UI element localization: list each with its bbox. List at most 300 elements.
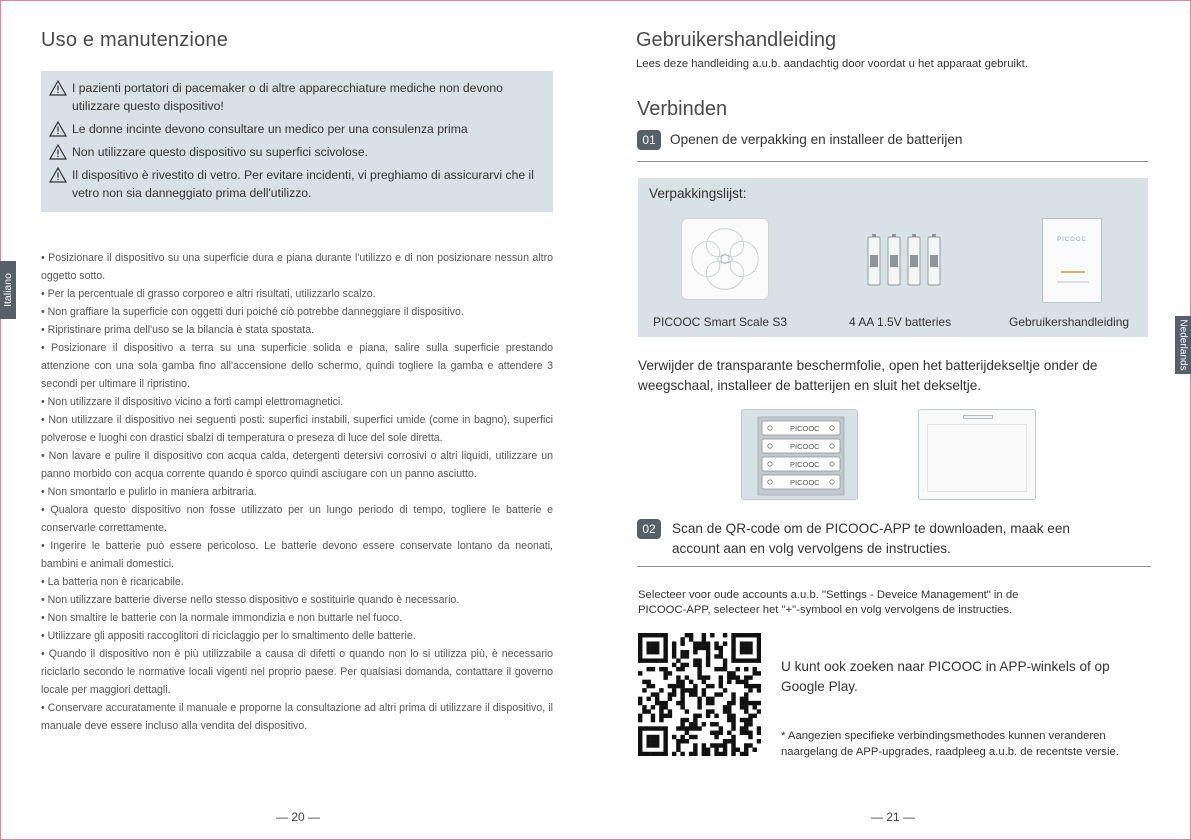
qr-module <box>676 748 680 752</box>
warning-text: I pazienti portatori di pacemaker o di altre apparecchiature mediche non devono utilizzare questo dispositivo! <box>72 81 503 113</box>
qr-module <box>706 752 710 756</box>
qr-module <box>706 654 710 658</box>
qr-module <box>697 701 701 705</box>
qr-module <box>655 650 659 654</box>
qr-module <box>744 667 748 671</box>
qr-module <box>757 709 761 713</box>
qr-module <box>710 743 714 747</box>
language-tab-italiano <box>0 261 16 319</box>
qr-module <box>710 709 714 713</box>
qr-module <box>719 726 723 730</box>
qr-module <box>710 684 714 688</box>
qr-module <box>693 735 697 739</box>
qr-module <box>663 641 667 645</box>
divider <box>637 566 1151 567</box>
language-tab-nederlands <box>1175 316 1191 374</box>
warning-icon <box>49 167 67 183</box>
qr-module <box>642 752 646 756</box>
qr-module <box>748 684 752 688</box>
qr-module <box>719 646 723 650</box>
qr-module <box>719 692 723 696</box>
warning-box <box>41 71 553 212</box>
qr-module <box>731 718 735 722</box>
qr-module <box>663 658 667 662</box>
qr-module <box>710 633 714 637</box>
qr-module <box>714 743 718 747</box>
qr-module <box>697 675 701 679</box>
qr-module <box>685 675 689 679</box>
divider <box>637 161 1148 162</box>
qr-module <box>651 667 655 671</box>
qr-module <box>663 675 667 679</box>
qr-module <box>706 714 710 718</box>
qr-code <box>638 633 761 756</box>
qr-module <box>757 658 761 662</box>
qr-module <box>757 671 761 675</box>
qr-module <box>748 650 752 654</box>
qr-module <box>744 692 748 696</box>
qr-module <box>646 752 650 756</box>
qr-module <box>727 675 731 679</box>
intro-text: Lees deze handleiding a.u.b. aandachtig door voordat u het apparaat gebruikt. <box>636 58 1028 70</box>
warning-item <box>49 120 543 138</box>
warning-item <box>49 79 543 115</box>
qr-module <box>714 667 718 671</box>
qr-module <box>638 654 642 658</box>
qr-module <box>680 654 684 658</box>
qr-module <box>655 641 659 645</box>
qr-module <box>697 671 701 675</box>
qr-module <box>744 722 748 726</box>
qr-module <box>693 752 697 756</box>
page-number-left: — 20 — <box>275 810 320 824</box>
qr-module <box>638 743 642 747</box>
qr-module <box>659 726 663 730</box>
qr-module <box>676 743 680 747</box>
qr-module <box>680 663 684 667</box>
qr-module <box>748 718 752 722</box>
qr-module <box>753 684 757 688</box>
qr-module <box>651 705 655 709</box>
qr-module <box>646 735 650 739</box>
qr-module <box>753 671 757 675</box>
qr-module <box>642 658 646 662</box>
qr-module <box>651 650 655 654</box>
qr-module <box>663 743 667 747</box>
qr-module <box>689 735 693 739</box>
qr-module <box>646 726 650 730</box>
qr-module <box>748 688 752 692</box>
qr-module <box>659 718 663 722</box>
qr-module <box>663 646 667 650</box>
qr-module <box>744 650 748 654</box>
battery-cover-image <box>918 409 1036 500</box>
qr-module <box>638 748 642 752</box>
qr-module <box>655 726 659 730</box>
qr-module <box>689 688 693 692</box>
qr-module <box>740 658 744 662</box>
qr-module <box>748 641 752 645</box>
qr-module <box>676 658 680 662</box>
qr-module <box>676 701 680 705</box>
warning-icon <box>49 121 67 137</box>
qr-module <box>685 739 689 743</box>
step-1-title: Openen de verpakking en installeer de batterijen <box>670 132 963 147</box>
qr-module <box>753 701 757 705</box>
qr-module <box>710 731 714 735</box>
qr-module <box>723 641 727 645</box>
qr-module <box>723 748 727 752</box>
qr-module <box>642 680 646 684</box>
qr-module <box>685 633 689 637</box>
qr-module <box>638 718 642 722</box>
battery-compartment-image <box>741 409 858 500</box>
bullet-item: • Utilizzare gli appositi raccoglitori di riciclaggio per lo smaltimento delle batterie. <box>41 630 416 642</box>
qr-module <box>748 722 752 726</box>
qr-module <box>736 667 740 671</box>
qr-module <box>646 743 650 747</box>
qr-module <box>723 658 727 662</box>
qr-module <box>668 671 672 675</box>
qr-module <box>659 633 663 637</box>
qr-module <box>706 675 710 679</box>
bullet-item: • Non smaltire le batterie con la normale immondizia e non buttarle nel fuoco. <box>41 612 403 624</box>
qr-module <box>638 731 642 735</box>
qr-module <box>706 697 710 701</box>
qr-module <box>689 680 693 684</box>
qr-module <box>719 654 723 658</box>
qr-module <box>680 667 684 671</box>
bullet-list <box>41 249 553 735</box>
qr-module <box>672 752 676 756</box>
qr-module <box>719 731 723 735</box>
qr-module <box>646 739 650 743</box>
qr-module <box>748 743 752 747</box>
qr-module <box>714 752 718 756</box>
qr-module <box>672 641 676 645</box>
qr-module <box>714 748 718 752</box>
qr-module <box>659 701 663 705</box>
qr-module <box>727 718 731 722</box>
qr-module <box>685 688 689 692</box>
qr-module <box>731 714 735 718</box>
battery-brand-label: PICOOC <box>790 478 820 487</box>
qr-module <box>655 633 659 637</box>
qr-module <box>663 667 667 671</box>
qr-module <box>744 709 748 713</box>
qr-module <box>685 709 689 713</box>
qr-module <box>638 726 642 730</box>
qr-module <box>693 714 697 718</box>
qr-module <box>748 646 752 650</box>
bullet-item: • Non utilizzare batterie diverse nello stesso dispositivo e sostituirle quando è necessario. <box>41 594 460 606</box>
qr-module <box>723 688 727 692</box>
qr-module <box>676 675 680 679</box>
qr-module <box>693 646 697 650</box>
qr-module <box>680 641 684 645</box>
qr-module <box>753 658 757 662</box>
qr-module <box>740 646 744 650</box>
qr-module <box>736 680 740 684</box>
qr-module <box>719 650 723 654</box>
qr-module <box>719 680 723 684</box>
battery-compartment-drawing <box>742 410 859 501</box>
qr-module <box>646 684 650 688</box>
qr-module <box>723 752 727 756</box>
qr-module <box>642 709 646 713</box>
qr-module <box>731 692 735 696</box>
qr-module <box>740 633 744 637</box>
qr-module <box>693 688 697 692</box>
qr-module <box>676 667 680 671</box>
qr-module <box>740 726 744 730</box>
qr-module <box>757 641 761 645</box>
qr-module <box>680 688 684 692</box>
qr-module <box>702 752 706 756</box>
qr-module <box>744 743 748 747</box>
qr-module <box>638 671 642 675</box>
bullet-item: • Posizionare il dispositivo a terra su una superficie solida e piana, salire sulla superficie prestando attenzione con una sola gamba fino all'accensione dello schermo, quindi togliere la gamba e attendere 3 secondi per ultimare il ripristino. <box>41 342 553 390</box>
qr-module <box>744 752 748 756</box>
qr-module <box>663 650 667 654</box>
qr-module <box>646 633 650 637</box>
bullet-item: • Non lavare e pulire il dispositivo con acqua calda, detergenti detersivi corrosivi o altri liquidi, utilizzare un panno morbido con acqua corrente quando è sporco quindi asciugare con un panno asciutto. <box>41 450 553 480</box>
qr-module <box>651 692 655 696</box>
qr-module <box>672 663 676 667</box>
qr-module <box>731 739 735 743</box>
qr-module <box>672 654 676 658</box>
qr-module <box>748 731 752 735</box>
step-badge-01: 01 <box>637 130 661 150</box>
qr-module <box>651 641 655 645</box>
section-title: Verbinden <box>637 98 728 120</box>
qr-module <box>651 714 655 718</box>
qr-module <box>723 633 727 637</box>
qr-module <box>702 646 706 650</box>
qr-module <box>744 658 748 662</box>
qr-module <box>668 697 672 701</box>
qr-module <box>719 684 723 688</box>
warning-text: Non utilizzare questo dispositivo su superfici scivolose. <box>72 145 369 159</box>
qr-module <box>693 692 697 696</box>
qr-module <box>638 735 642 739</box>
qr-module <box>757 701 761 705</box>
bullet-item: • Quando il dispositivo non è più utilizzabile a causa di difetti o quando non lo si utilizza più, è necessario riciclarlo secondo le normative locali vigenti nel proprio paese. Per qualsiasi domanda, contattare il governo locale per maggiori dettagli. <box>41 648 553 696</box>
qr-module <box>748 735 752 739</box>
qr-module <box>731 722 735 726</box>
qr-module <box>748 633 752 637</box>
manual-line <box>1061 271 1085 273</box>
qr-module <box>668 714 672 718</box>
qr-module <box>663 714 667 718</box>
qr-module <box>680 697 684 701</box>
language-tab-label: Italiano <box>2 273 14 307</box>
bullet-item: • Ripristinare prima dell'uso se la bilancia è stata spostata. <box>41 324 315 336</box>
qr-module <box>651 726 655 730</box>
qr-module <box>672 688 676 692</box>
qr-module <box>651 743 655 747</box>
qr-module <box>680 752 684 756</box>
warning-text: Il dispositivo è rivestito di vetro. Per evitare incidenti, vi preghiamo di assicurarvi che il vetro non sia danneggiato prima dell'utilizzo. <box>72 168 534 200</box>
qr-module <box>731 697 735 701</box>
qr-module <box>706 658 710 662</box>
qr-module <box>693 663 697 667</box>
qr-module <box>676 739 680 743</box>
language-tab-label: Nederlands <box>1177 319 1189 371</box>
qr-module <box>663 748 667 752</box>
cover-panel <box>927 424 1027 492</box>
qr-module <box>727 709 731 713</box>
qr-module <box>744 684 748 688</box>
qr-module <box>638 637 642 641</box>
qr-module <box>757 650 761 654</box>
qr-module <box>731 701 735 705</box>
qr-module <box>706 646 710 650</box>
qr-module <box>731 675 735 679</box>
qr-module <box>731 637 735 641</box>
qr-module <box>663 671 667 675</box>
qr-module <box>757 684 761 688</box>
pack-item-batteries: 4 AA 1.5V batteries <box>849 315 952 329</box>
qr-module <box>723 663 727 667</box>
qr-module <box>740 697 744 701</box>
qr-module <box>638 650 642 654</box>
qr-module <box>740 650 744 654</box>
qr-module <box>646 697 650 701</box>
qr-module <box>693 743 697 747</box>
qr-module <box>697 714 701 718</box>
qr-module <box>757 637 761 641</box>
batteries-image <box>864 233 944 289</box>
qr-module <box>685 650 689 654</box>
qr-module <box>744 726 748 730</box>
qr-module <box>680 726 684 730</box>
warning-item <box>49 143 543 161</box>
cover-tab <box>963 415 993 419</box>
qr-module <box>693 726 697 730</box>
qr-module <box>744 701 748 705</box>
battery-brand-label: PICOOC <box>790 460 820 469</box>
qr-module <box>748 675 752 679</box>
qr-module <box>689 726 693 730</box>
packing-list-title: Verpakkingslijst: <box>649 186 747 201</box>
qr-module <box>693 722 697 726</box>
qr-module <box>651 646 655 650</box>
qr-module <box>697 705 701 709</box>
bullet-item: • Non utilizzare il dispositivo nei seguenti posti: superfici instabili, superfici umide (come in bagno), superfici polverose e luoghi con drastici sbalzi di temperatura o preseza di luce del sole diretta. <box>41 414 553 444</box>
qr-module <box>744 633 748 637</box>
manual-line <box>1057 281 1089 283</box>
qr-module <box>672 650 676 654</box>
qr-module <box>727 671 731 675</box>
qr-module <box>651 658 655 662</box>
qr-module <box>693 748 697 752</box>
qr-module <box>693 684 697 688</box>
manual-logo: PICOOC <box>1057 237 1087 243</box>
qr-module <box>663 654 667 658</box>
qr-module <box>740 731 744 735</box>
qr-module <box>638 641 642 645</box>
qr-module <box>710 701 714 705</box>
qr-module <box>736 675 740 679</box>
qr-module <box>757 688 761 692</box>
step-badge-02: 02 <box>637 519 661 539</box>
qr-module <box>638 701 642 705</box>
qr-module <box>685 654 689 658</box>
qr-module <box>655 692 659 696</box>
qr-module <box>731 646 735 650</box>
right-page-title: Gebruikershandleiding <box>636 29 837 51</box>
qr-module <box>736 658 740 662</box>
qr-module <box>740 680 744 684</box>
qr-module <box>676 726 680 730</box>
qr-module <box>740 701 744 705</box>
qr-module <box>659 658 663 662</box>
qr-module <box>727 701 731 705</box>
left-page-title: Uso e manutenzione <box>41 29 229 51</box>
qr-module <box>727 680 731 684</box>
qr-module <box>655 735 659 739</box>
qr-module <box>676 684 680 688</box>
qr-module <box>642 633 646 637</box>
qr-module <box>659 709 663 713</box>
qr-module <box>663 637 667 641</box>
qr-module <box>723 743 727 747</box>
warning-icon <box>49 144 67 160</box>
bullet-item: • Conservare accuratamente il manuale e proporne la consultazione ad altri prima di utilizzare il dispositivo, il manuale deve essere incluso alla vendita del dispositivo. <box>41 702 553 732</box>
pack-item-scale: PICOOC Smart Scale S3 <box>653 315 788 329</box>
qr-module <box>663 705 667 709</box>
qr-module <box>638 697 642 701</box>
qr-module <box>753 714 757 718</box>
bullet-item: • La batteria non è ricaricabile. <box>41 576 184 588</box>
qr-module <box>680 722 684 726</box>
qr-module <box>702 748 706 752</box>
qr-module <box>719 675 723 679</box>
qr-module <box>663 731 667 735</box>
qr-module <box>689 633 693 637</box>
qr-module <box>680 739 684 743</box>
qr-module <box>663 752 667 756</box>
qr-module <box>731 752 735 756</box>
battery-brand-label: PICOOC <box>790 424 820 433</box>
note-line1: * Aangezien specifieke verbindingsmethodes kunnen veranderen <box>781 730 1106 742</box>
qr-module <box>642 688 646 692</box>
qr-module <box>706 663 710 667</box>
qr-module <box>680 735 684 739</box>
qr-module <box>668 709 672 713</box>
qr-module <box>714 722 718 726</box>
qr-module <box>731 650 735 654</box>
note-line2: naargelang de APP-upgrades, raadpleeg a.u.b. de recentste versie. <box>781 746 1119 758</box>
bullet-item: • Ingerire le batterie può essere pericoloso. Le batterie devono essere conservate lontano da neonati, bambini e animali domestici. <box>41 540 553 570</box>
qr-module <box>757 646 761 650</box>
qr-module <box>744 731 748 735</box>
qr-module <box>757 654 761 658</box>
qr-module <box>714 654 718 658</box>
qr-module <box>697 641 701 645</box>
qr-module <box>668 684 672 688</box>
qr-module <box>748 701 752 705</box>
old-accounts-line1: Selecteer voor oude accounts a.u.b. "Settings - Deveice Management" in de <box>638 589 1019 601</box>
qr-module <box>702 722 706 726</box>
qr-module <box>731 726 735 730</box>
qr-module <box>655 752 659 756</box>
qr-module <box>757 731 761 735</box>
qr-module <box>740 718 744 722</box>
qr-module <box>651 752 655 756</box>
qr-module <box>740 641 744 645</box>
